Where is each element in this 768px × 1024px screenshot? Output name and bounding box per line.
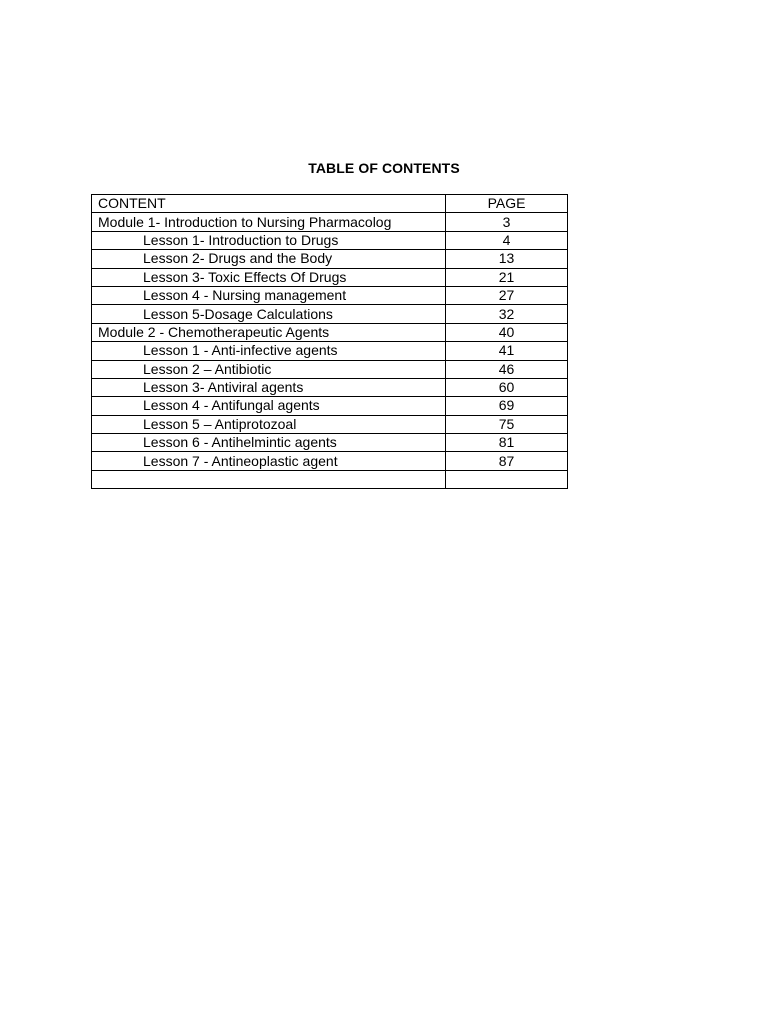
toc-lesson-row: [92, 286, 568, 304]
toc-entry-page: 87: [446, 452, 568, 470]
toc-lesson-row: [92, 378, 568, 396]
toc-module-row: [92, 323, 568, 341]
toc-lesson-row: [92, 415, 568, 433]
toc-header-page: PAGE: [446, 195, 568, 213]
toc-entry-title: Lesson 7 - Antineoplastic agent: [92, 452, 446, 470]
toc-entry-page: 69: [446, 397, 568, 415]
toc-entry-title: Lesson 3- Toxic Effects Of Drugs: [92, 268, 446, 286]
toc-lesson-row: [92, 434, 568, 452]
toc-entry-page: 27: [446, 286, 568, 304]
toc-header-row: [92, 195, 568, 213]
toc-body: [92, 195, 568, 489]
toc-entry-page: [446, 470, 568, 488]
toc-entry-title: Lesson 3- Antiviral agents: [92, 378, 446, 396]
toc-lesson-row: [92, 360, 568, 378]
toc-entry-page: 13: [446, 250, 568, 268]
toc-entry-page: 3: [446, 213, 568, 231]
table-of-contents: [91, 194, 568, 489]
toc-lesson-row: [92, 397, 568, 415]
toc-lesson-row: [92, 342, 568, 360]
toc-header-content: CONTENT: [92, 195, 446, 213]
toc-entry-title: Lesson 6 - Antihelmintic agents: [92, 434, 446, 452]
toc-entry-page: 60: [446, 378, 568, 396]
toc-empty-row: [92, 470, 568, 488]
toc-entry-title: Module 1- Introduction to Nursing Pharmacolog: [92, 213, 446, 231]
toc-entry-page: 4: [446, 231, 568, 249]
toc-entry-page: 75: [446, 415, 568, 433]
toc-entry-title: Lesson 4 - Antifungal agents: [92, 397, 446, 415]
toc-entry-page: 81: [446, 434, 568, 452]
toc-entry-title: Module 2 - Chemotherapeutic Agents: [92, 323, 446, 341]
toc-entry-page: 41: [446, 342, 568, 360]
toc-entry-title: Lesson 5 – Antiprotozoal: [92, 415, 446, 433]
toc-lesson-row: [92, 231, 568, 249]
toc-entry-page: 40: [446, 323, 568, 341]
toc-entry-title: [92, 470, 446, 488]
toc-entry-title: Lesson 1 - Anti-infective agents: [92, 342, 446, 360]
toc-lesson-row: [92, 305, 568, 323]
toc-entry-page: 21: [446, 268, 568, 286]
toc-entry-page: 32: [446, 305, 568, 323]
toc-entry-title: Lesson 2 – Antibiotic: [92, 360, 446, 378]
toc-lesson-row: [92, 250, 568, 268]
toc-lesson-row: [92, 268, 568, 286]
toc-entry-title: Lesson 1- Introduction to Drugs: [92, 231, 446, 249]
toc-entry-title: Lesson 4 - Nursing management: [92, 286, 446, 304]
toc-entry-page: 46: [446, 360, 568, 378]
toc-entry-title: Lesson 2- Drugs and the Body: [92, 250, 446, 268]
toc-entry-title: Lesson 5-Dosage Calculations: [92, 305, 446, 323]
document-title: TABLE OF CONTENTS: [308, 160, 460, 176]
toc-lesson-row: [92, 452, 568, 470]
toc-module-row: [92, 213, 568, 231]
